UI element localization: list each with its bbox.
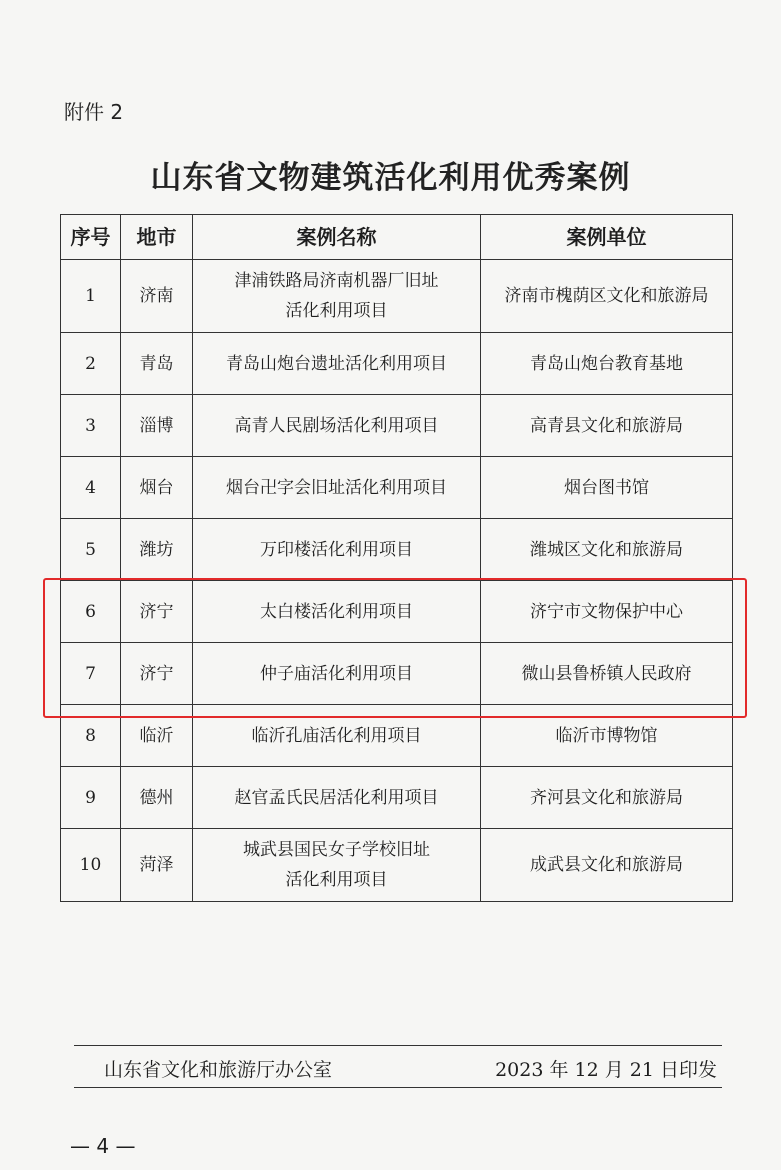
cell-case-unit: 微山县鲁桥镇人民政府 — [481, 643, 733, 705]
cell-city: 菏泽 — [121, 829, 193, 902]
footer-top-rule — [74, 1045, 722, 1046]
cell-case-unit: 临沂市博物馆 — [481, 705, 733, 767]
table-row — [61, 829, 733, 902]
cell-case-unit: 烟台图书馆 — [481, 457, 733, 519]
cell-case-name: 青岛山炮台遗址活化利用项目 — [193, 333, 481, 395]
cell-case-name: 万印楼活化利用项目 — [193, 519, 481, 581]
cell-case-name — [193, 260, 481, 333]
cell-no: 10 — [61, 829, 121, 902]
header-case-unit: 案例单位 — [481, 215, 733, 260]
table-row — [61, 519, 733, 581]
document-title: 山东省文物建筑活化利用优秀案例 — [150, 160, 631, 196]
cell-case-name: 仲子庙活化利用项目 — [193, 643, 481, 705]
cell-case-unit: 齐河县文化和旅游局 — [481, 767, 733, 829]
header-city: 地市 — [121, 215, 193, 260]
highlight-box — [43, 578, 747, 718]
case-table — [60, 214, 733, 902]
case-name-line: 津浦铁路局济南机器厂旧址 — [234, 271, 439, 291]
cell-case-unit: 高青县文化和旅游局 — [481, 395, 733, 457]
header-no: 序号 — [61, 215, 121, 260]
cell-no: 9 — [61, 767, 121, 829]
header-case-name: 案例名称 — [193, 215, 481, 260]
cell-city: 临沂 — [121, 705, 193, 767]
page-number: — 4 — — [70, 1134, 136, 1158]
footer-issuer: 山东省文化和旅游厅办公室 — [104, 1059, 333, 1081]
cell-case-unit: 青岛山炮台教育基地 — [481, 333, 733, 395]
cell-case-name: 高青人民剧场活化利用项目 — [193, 395, 481, 457]
cell-case-name: 临沂孔庙活化利用项目 — [193, 705, 481, 767]
cell-city: 青岛 — [121, 333, 193, 395]
cell-no: 4 — [61, 457, 121, 519]
cell-case-name: 太白楼活化利用项目 — [193, 581, 481, 643]
cell-case-name: 烟台卍字会旧址活化利用项目 — [193, 457, 481, 519]
table-header-row — [61, 215, 733, 260]
cell-no: 8 — [61, 705, 121, 767]
cell-no: 2 — [61, 333, 121, 395]
cell-city: 济宁 — [121, 581, 193, 643]
cell-city: 潍坊 — [121, 519, 193, 581]
case-name-line: 城武县国民女子学校旧址 — [243, 840, 430, 860]
cell-city: 济南 — [121, 260, 193, 333]
case-name-line: 活化利用项目 — [285, 301, 388, 321]
cell-no: 7 — [61, 643, 121, 705]
table-row — [61, 395, 733, 457]
cell-no: 5 — [61, 519, 121, 581]
cell-case-name: 赵官孟氏民居活化利用项目 — [193, 767, 481, 829]
cell-no: 3 — [61, 395, 121, 457]
cell-case-unit: 成武县文化和旅游局 — [481, 829, 733, 902]
cell-city: 烟台 — [121, 457, 193, 519]
cell-city: 淄博 — [121, 395, 193, 457]
table-row — [61, 333, 733, 395]
table-row — [61, 457, 733, 519]
cell-no: 6 — [61, 581, 121, 643]
cell-no: 1 — [61, 260, 121, 333]
cell-case-name — [193, 829, 481, 902]
cell-case-unit: 潍城区文化和旅游局 — [481, 519, 733, 581]
footer-date: 2023 年 12 月 21 日印发 — [495, 1059, 717, 1081]
case-name-line: 活化利用项目 — [285, 870, 388, 890]
cell-city: 济宁 — [121, 643, 193, 705]
table-row — [61, 767, 733, 829]
cell-case-unit: 济宁市文物保护中心 — [481, 581, 733, 643]
table-row — [61, 260, 733, 333]
attachment-label: 附件 2 — [64, 100, 124, 124]
footer-bottom-rule — [74, 1087, 722, 1088]
cell-case-unit: 济南市槐荫区文化和旅游局 — [481, 260, 733, 333]
cell-city: 德州 — [121, 767, 193, 829]
